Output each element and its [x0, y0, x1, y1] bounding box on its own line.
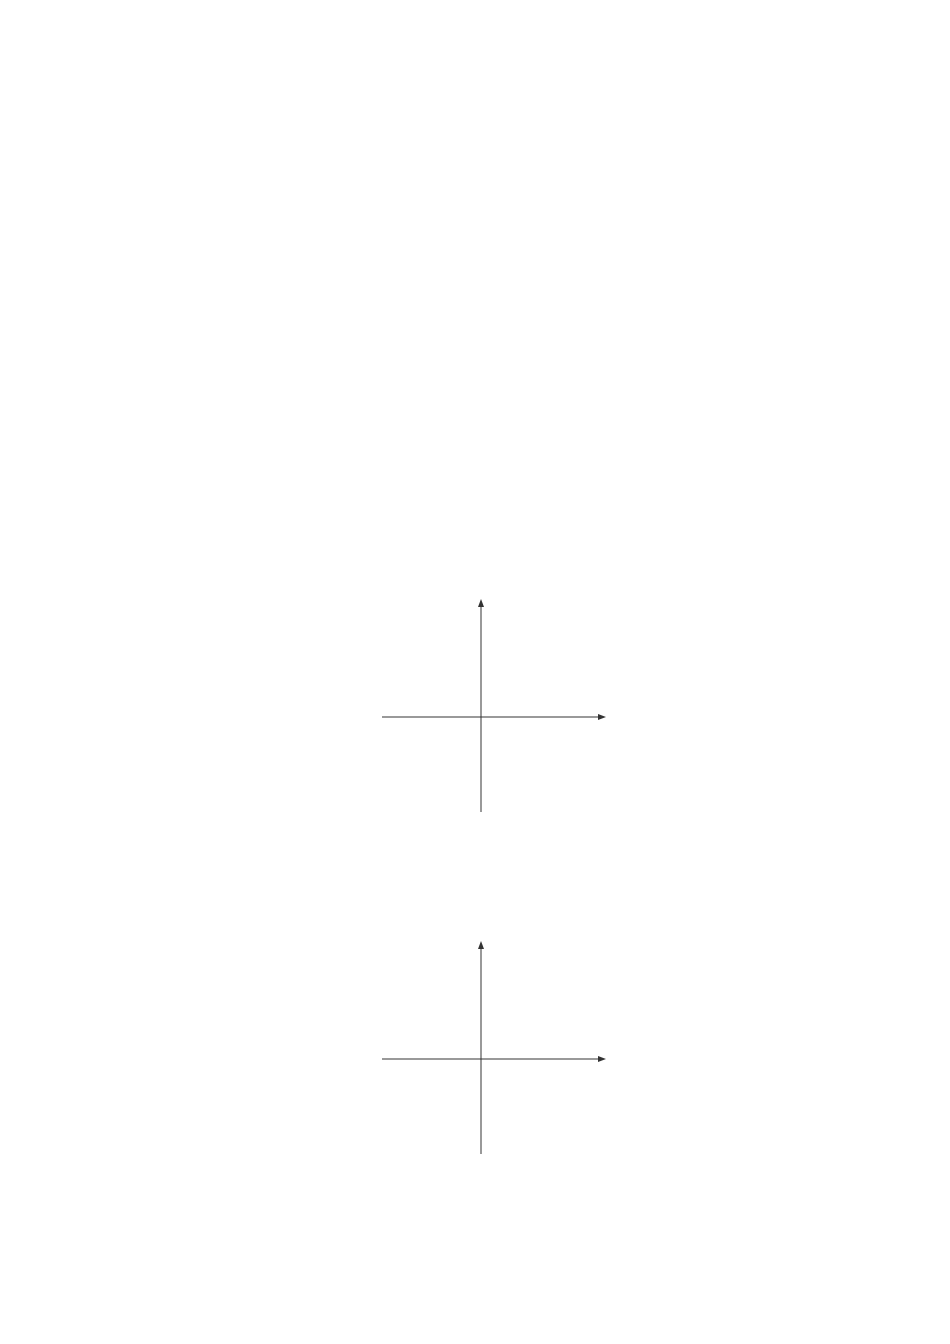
x-axis-arrow	[598, 1056, 606, 1062]
blank-coordinate-grid	[380, 596, 620, 818]
function-graph	[380, 938, 620, 1160]
y-axis-arrow	[478, 599, 484, 607]
solution-line-2	[174, 886, 184, 906]
solution-line-1	[174, 207, 184, 227]
x-axis-arrow	[598, 714, 606, 720]
y-axis-arrow	[478, 941, 484, 949]
